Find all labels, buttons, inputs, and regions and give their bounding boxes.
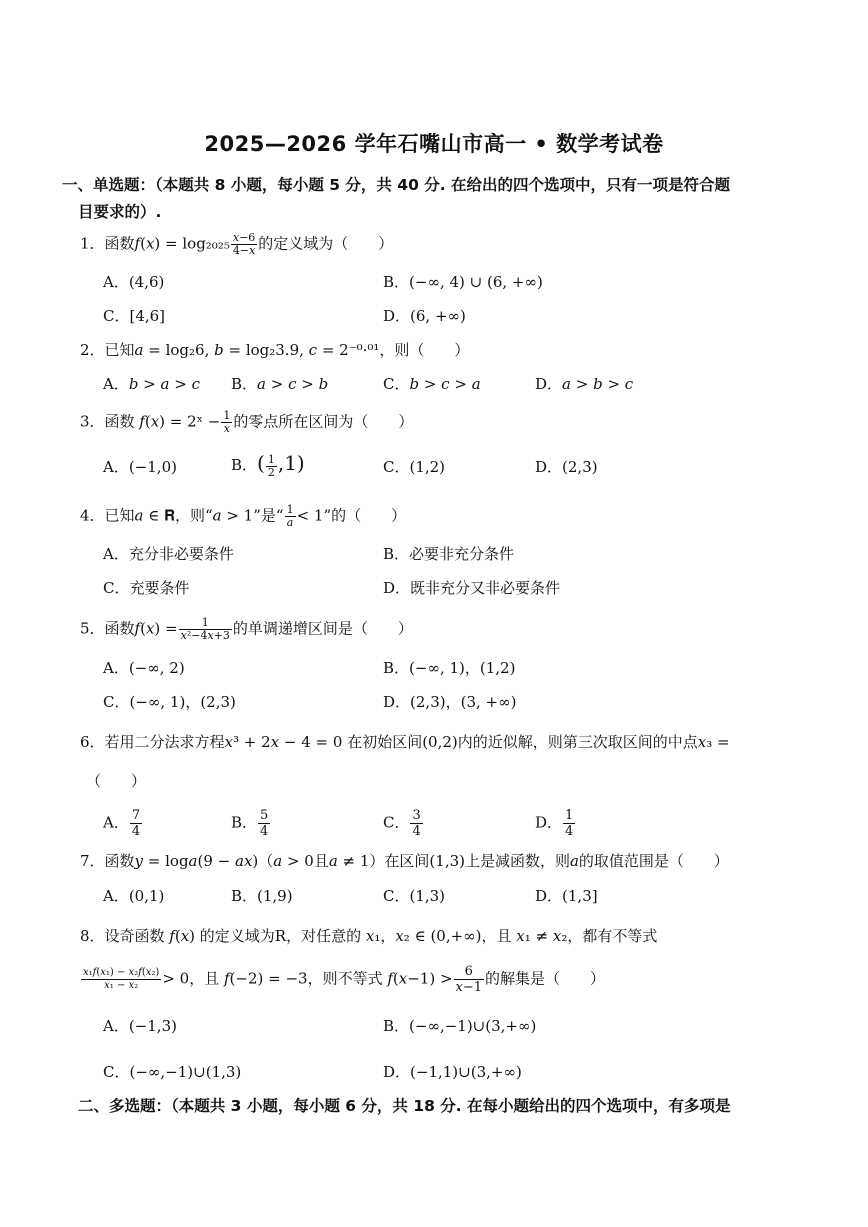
section-1-heading-line2: 目要求的）. bbox=[78, 203, 162, 221]
question-2-option-a[interactable]: A．𝑏 > 𝑎 > 𝑐 bbox=[103, 375, 200, 393]
section-1-heading-line1: 一、单选题：（本题共 8 小题，每小题 5 分，共 40 分. 在给出的四个选项中，只有一项是符合题 bbox=[62, 176, 731, 194]
question-3-option-d[interactable]: D．(2,3) bbox=[535, 458, 598, 476]
question-8-option-b[interactable]: B．(−∞,−1)∪(3,+∞) bbox=[383, 1017, 537, 1035]
question-3-option-a[interactable]: A．(−1,0) bbox=[103, 458, 177, 476]
question-4-option-c[interactable]: C．充要条件 bbox=[103, 579, 190, 597]
question-3-stem: 3．函数 𝑓(𝑥) = 2ˣ − $\frac{1}{\text{𝑥}}$ 的零点所在区间为（ ） bbox=[80, 409, 414, 435]
question-5-fraction: $\frac{1}{\text{𝑥²−4𝑥+3}}$ bbox=[180, 616, 230, 642]
question-4-option-a[interactable]: A．充分非必要条件 bbox=[103, 545, 234, 563]
question-1-option-c[interactable]: C．[4,6] bbox=[103, 307, 166, 325]
question-6-stem-line2: （ ） bbox=[86, 772, 147, 790]
question-2-stem: 2．已知𝑎 = log₂6, 𝑏 = log₂3.9, 𝑐 = 2⁻⁰·⁰¹，则（ ） bbox=[80, 341, 470, 359]
question-4-stem: 4．已知𝑎 ∈ 𝐑，则“𝑎 > 1”是“ $\frac{1}{\text{𝑎}}$ < 1”的（ ） bbox=[80, 503, 407, 529]
question-7-option-a[interactable]: A．(0,1) bbox=[103, 887, 165, 905]
question-2-option-c[interactable]: C．𝑏 > 𝑐 > 𝑎 bbox=[383, 375, 481, 393]
question-6-option-c[interactable]: C． $\frac{3}{4}$ bbox=[383, 808, 421, 839]
question-8-stem-line2: $\frac{\text{𝑥₁𝑓(𝑥₁) − 𝑥₂𝑓(𝑥₂)}}{\text{𝑥₁ − 𝑥₂}}$ > 0，且 𝑓(−2) = −3，则不等式 𝑓(𝑥−1) > $\frac{6}{\text{𝑥−1}}$ 的解集是（ ） bbox=[83, 964, 606, 995]
question-4-fraction: $\frac{1}{\text{𝑎}}$ bbox=[286, 503, 294, 529]
question-7-option-c[interactable]: C．(1,3) bbox=[383, 887, 446, 905]
question-7-stem: 7．函数𝑦 = log𝑎(9 − 𝑎𝑥)（𝑎 > 0且𝑎 ≠ 1）在区间(1,3)上是减函数，则𝑎的取值范围是（ ） bbox=[80, 852, 729, 870]
question-6-option-b[interactable]: B． $\frac{5}{4}$ bbox=[231, 808, 269, 839]
question-4-option-d[interactable]: D．既非充分又非必要条件 bbox=[383, 579, 561, 597]
question-8-option-d[interactable]: D．(−1,1)∪(3,+∞) bbox=[383, 1063, 522, 1081]
question-6-option-d[interactable]: D． $\frac{1}{4}$ bbox=[535, 808, 574, 839]
question-2-option-b[interactable]: B．𝑎 > 𝑐 > 𝑏 bbox=[231, 375, 329, 393]
question-6-option-a[interactable]: A． $\frac{7}{4}$ bbox=[103, 808, 141, 839]
question-3-option-c[interactable]: C．(1,2) bbox=[383, 458, 446, 476]
question-5-option-b[interactable]: B．(−∞, 1)，(1,2) bbox=[383, 659, 516, 677]
question-3-option-b[interactable]: B．( $\frac{1}{2}$ ,1) bbox=[231, 451, 305, 479]
question-1-fraction: $\frac{\text{𝑥−6}}{\text{4−𝑥}}$ bbox=[232, 231, 256, 257]
question-3-fraction: $\frac{1}{\text{𝑥}}$ bbox=[223, 409, 231, 435]
question-4-option-b[interactable]: B．必要非充分条件 bbox=[383, 545, 515, 563]
exam-title: 2025—2026 学年石嘴山市高一 • 数学考试卷 bbox=[204, 132, 664, 156]
question-8-option-a[interactable]: A．(−1,3) bbox=[103, 1017, 177, 1035]
question-5-option-d[interactable]: D．(2,3)，(3, +∞) bbox=[383, 693, 517, 711]
question-8-stem: 8．设奇函数 𝑓(𝑥) 的定义域为R，对任意的 𝑥₁，𝑥₂ ∈ (0,+∞)，且 𝑥₁ ≠ 𝑥₂，都有不等式 bbox=[80, 927, 658, 945]
section-2-heading: 二、多选题：（本题共 3 小题，每小题 6 分，共 18 分. 在每小题给出的四个选项中，有多项是 bbox=[78, 1097, 731, 1115]
question-1-option-d[interactable]: D．(6, +∞) bbox=[383, 307, 466, 325]
question-1-option-b[interactable]: B．(−∞, 4) ∪ (6, +∞) bbox=[383, 273, 543, 291]
question-6-stem: 6．若用二分法求方程𝑥³ + 2𝑥 − 4 = 0 在初始区间(0,2)内的近似解，则第三次取区间的中点𝑥₃ = bbox=[80, 733, 730, 751]
question-8-option-c[interactable]: C．(−∞,−1)∪(1,3) bbox=[103, 1063, 242, 1081]
question-2-option-d[interactable]: D．𝑎 > 𝑏 > 𝑐 bbox=[535, 375, 634, 393]
question-7-option-d[interactable]: D．(1,3] bbox=[535, 887, 598, 905]
question-1-stem: 1．函数𝑓(𝑥) = log₂₀₂₅ $\frac{\text{𝑥−6}}{\text{4−𝑥}}$ 的定义域为（ ） bbox=[80, 231, 394, 257]
question-5-option-c[interactable]: C．(−∞, 1)，(2,3) bbox=[103, 693, 236, 711]
question-5-option-a[interactable]: A．(−∞, 2) bbox=[103, 659, 185, 677]
section-1-heading bbox=[62, 172, 802, 226]
question-7-option-b[interactable]: B．(1,9) bbox=[231, 887, 293, 905]
question-1-option-a[interactable]: A．(4,6) bbox=[103, 273, 165, 291]
question-5-stem: 5．函数𝑓(𝑥) = $\frac{1}{\text{𝑥²−4𝑥+3}}$ 的单调递增区间是（ ） bbox=[80, 616, 413, 642]
